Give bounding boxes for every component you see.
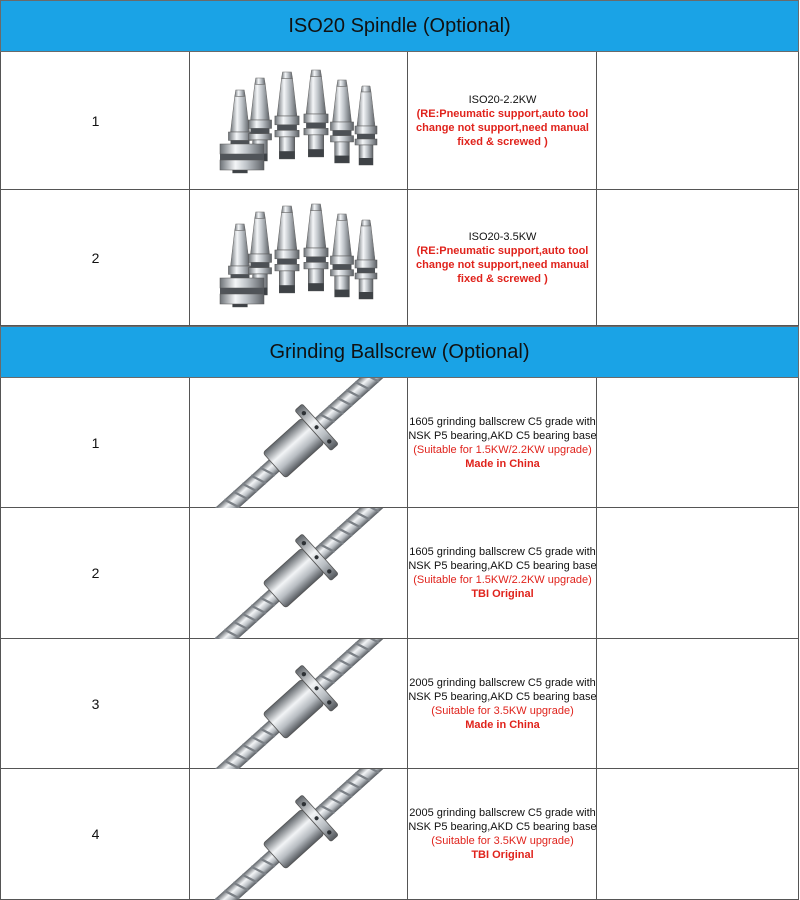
product-image-cell xyxy=(189,378,408,508)
ballscrew-icon xyxy=(190,378,409,508)
row-number: 3 xyxy=(91,695,100,712)
model-name: ISO20-2.2KW xyxy=(468,93,537,106)
ballscrew-description: 1605 grinding ballscrew C5 grade with NSK P5 bearing,AKD C5 bearing base xyxy=(408,546,597,572)
row-number-cell xyxy=(0,378,190,508)
ballscrew-description: 2005 grinding ballscrew C5 grade with NSK P5 bearing,AKD C5 bearing base xyxy=(408,807,597,833)
ballscrew-icon xyxy=(190,508,409,639)
table-row xyxy=(0,639,799,769)
empty-cell xyxy=(596,190,799,326)
row-number: 2 xyxy=(91,249,100,266)
product-description-cell xyxy=(407,190,597,326)
empty-cell xyxy=(596,639,799,769)
product-image-cell xyxy=(189,508,408,639)
product-image-cell xyxy=(189,52,408,190)
table-row xyxy=(0,378,799,508)
product-description-cell xyxy=(407,378,597,508)
row-number: 2 xyxy=(91,565,100,581)
row-number-cell xyxy=(0,639,190,769)
pneumatic-note: (RE:Pneumatic support,auto tool change not support,need manual fixed & screwed ) xyxy=(416,244,589,285)
empty-cell xyxy=(596,508,799,639)
empty-cell xyxy=(596,52,799,190)
ballscrew-icon xyxy=(190,639,409,769)
ballscrew-icon xyxy=(190,769,409,900)
origin-label: TBI Original xyxy=(471,849,534,861)
product-image-cell xyxy=(189,639,408,769)
product-image-cell xyxy=(189,190,408,326)
suitable-note: (Suitable for 3.5KW upgrade) xyxy=(431,835,574,847)
row-number: 4 xyxy=(91,826,100,842)
product-description-cell xyxy=(407,769,597,900)
model-name: ISO20-3.5KW xyxy=(468,230,537,243)
origin-label: Made in China xyxy=(465,457,540,470)
section-header-grinding-ballscrew xyxy=(0,326,799,378)
product-description-cell xyxy=(407,508,597,639)
empty-cell xyxy=(596,769,799,900)
row-number-cell xyxy=(0,508,190,639)
iso20-tool-holders-icon xyxy=(190,52,409,190)
row-number-cell xyxy=(0,190,190,326)
product-image-cell xyxy=(189,769,408,900)
product-description-cell xyxy=(407,639,597,769)
suitable-note: (Suitable for 3.5KW upgrade) xyxy=(431,704,574,717)
section-header-iso20-spindle xyxy=(0,0,799,52)
suitable-note: (Suitable for 1.5KW/2.2KW upgrade) xyxy=(413,574,592,586)
section-title: Grinding Ballscrew (Optional) xyxy=(269,340,530,363)
table-row xyxy=(0,508,799,639)
table-row xyxy=(0,52,799,190)
ballscrew-description: 1605 grinding ballscrew C5 grade with NSK P5 bearing,AKD C5 bearing base xyxy=(408,415,597,442)
pneumatic-note: (RE:Pneumatic support,auto tool change not support,need manual fixed & screwed ) xyxy=(416,107,589,148)
section-title: ISO20 Spindle (Optional) xyxy=(288,14,511,37)
row-number-cell xyxy=(0,52,190,190)
row-number-cell xyxy=(0,769,190,900)
table-row xyxy=(0,190,799,326)
row-number: 1 xyxy=(91,434,100,451)
ballscrew-description: 2005 grinding ballscrew C5 grade with NSK P5 bearing,AKD C5 bearing base xyxy=(408,676,597,703)
product-description-cell xyxy=(407,52,597,190)
table-row xyxy=(0,769,799,900)
origin-label: TBI Original xyxy=(471,588,534,600)
iso20-tool-holders-icon xyxy=(190,190,409,326)
origin-label: Made in China xyxy=(465,718,540,731)
suitable-note: (Suitable for 1.5KW/2.2KW upgrade) xyxy=(413,443,592,456)
row-number: 1 xyxy=(91,112,100,129)
empty-cell xyxy=(596,378,799,508)
